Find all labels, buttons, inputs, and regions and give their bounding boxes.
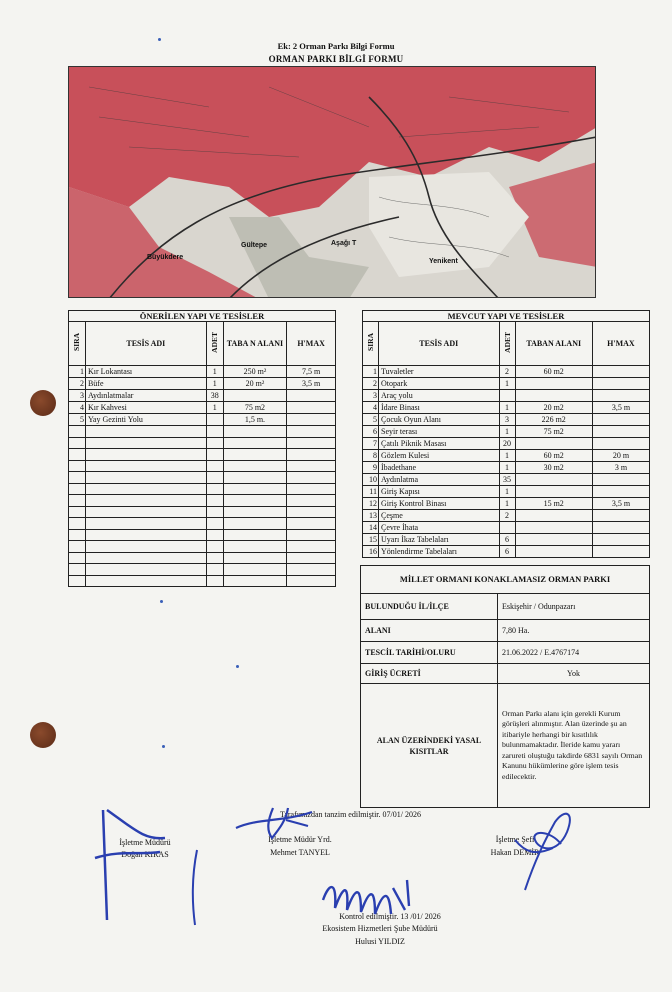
cell-hmax — [287, 529, 336, 541]
table-row — [363, 546, 650, 558]
cell-hmax — [592, 378, 649, 390]
cell-adet — [206, 552, 223, 564]
cell-area — [223, 390, 287, 402]
cell-hmax — [592, 414, 649, 426]
cell-no — [69, 495, 86, 507]
cell-area: 60 m2 — [515, 450, 592, 462]
cell-no — [69, 426, 86, 438]
cell-adet — [206, 575, 223, 587]
cell-area: 20 m2 — [515, 402, 592, 414]
cell-no: 3 — [363, 390, 379, 402]
table-row — [363, 486, 650, 498]
annex-title: Ek: 2 Orman Parkı Bilgi Formu — [277, 41, 395, 51]
table-row — [363, 462, 650, 474]
cell-area — [223, 437, 287, 449]
cell-name: Aydınlatmalar — [85, 390, 206, 402]
table-row — [69, 575, 336, 587]
proposed-caption: ÖNERİLEN YAPI VE TESİSLER — [68, 310, 336, 321]
col-name: TESİS ADI — [379, 322, 500, 366]
cell-hmax — [287, 575, 336, 587]
deputy-title: İşletme Müdür Yrd. — [268, 835, 332, 844]
map-label: Yenikent — [429, 258, 458, 265]
cell-adet — [206, 495, 223, 507]
area-label: ALANI — [361, 620, 498, 642]
cell-no: 14 — [363, 522, 379, 534]
cell-area — [515, 522, 592, 534]
cell-name: Giriş Kontrol Binası — [379, 498, 500, 510]
ink-dot — [162, 745, 165, 748]
branch-signature — [315, 868, 425, 928]
cell-name: Yönlendirme Tabelaları — [379, 546, 500, 558]
cell-adet — [206, 564, 223, 576]
cell-name: Kır Lokantası — [85, 366, 206, 378]
cell-area: 75 m2 — [515, 426, 592, 438]
table-row — [363, 390, 650, 402]
cell-name: Giriş Kapısı — [379, 486, 500, 498]
table-row — [69, 495, 336, 507]
cell-adet: 38 — [206, 390, 223, 402]
col-hmax: H'MAX — [287, 322, 336, 366]
cell-area — [515, 378, 592, 390]
location-label: BULUNDUĞU İL/İLÇE — [361, 594, 498, 620]
cell-no: 2 — [69, 378, 86, 390]
cell-hmax: 20 m — [592, 450, 649, 462]
cell-no: 5 — [69, 414, 86, 426]
cell-area — [223, 529, 287, 541]
cell-name — [85, 552, 206, 564]
table-row — [69, 460, 336, 472]
existing-table — [362, 321, 650, 558]
cell-area — [515, 534, 592, 546]
table-row — [363, 402, 650, 414]
legal-value: Orman Parkı alanı için gerekli Kurum görüşleri alınmıştır. Alan üzerinde şu an itibariyle herhangi bir kısıtlılık bulunmamaktadır. İleride kamu yararı zarureti oluştuğu takdirde 6831 sayılı Orman Kanunu hükümlerine göre işlem tesis edilecektir. — [498, 684, 650, 808]
cell-no: 12 — [363, 498, 379, 510]
cell-no: 5 — [363, 414, 379, 426]
manager-name: Doğan KIRAS — [121, 850, 169, 859]
cell-no: 3 — [69, 390, 86, 402]
cell-adet: 1 — [499, 402, 515, 414]
punch-hole — [30, 390, 56, 416]
cell-name — [85, 460, 206, 472]
cell-no: 11 — [363, 486, 379, 498]
registration-value: 21.06.2022 / E.4767174 — [498, 642, 650, 664]
cell-adet — [206, 541, 223, 553]
cell-name: İbadethane — [379, 462, 500, 474]
col-area: TABA N ALANI — [223, 322, 287, 366]
map-label: Gültepe — [241, 242, 268, 249]
cell-adet: 1 — [206, 366, 223, 378]
cell-hmax — [287, 552, 336, 564]
cell-no: 6 — [363, 426, 379, 438]
cell-hmax — [287, 390, 336, 402]
cell-no: 16 — [363, 546, 379, 558]
cell-no: 1 — [69, 366, 86, 378]
table-row — [69, 449, 336, 461]
cell-hmax — [592, 510, 649, 522]
cell-no — [69, 518, 86, 530]
table-row — [69, 552, 336, 564]
cell-area: 30 m2 — [515, 462, 592, 474]
cell-no: 13 — [363, 510, 379, 522]
cell-adet: 1 — [206, 378, 223, 390]
map-label: Aşağı T — [331, 240, 357, 247]
cell-no: 1 — [363, 366, 379, 378]
punch-hole — [30, 722, 56, 748]
table-row — [69, 426, 336, 438]
cell-hmax — [287, 541, 336, 553]
cell-no: 7 — [363, 438, 379, 450]
cell-area — [515, 438, 592, 450]
cell-area — [223, 426, 287, 438]
table-row — [69, 472, 336, 484]
cell-adet: 2 — [499, 366, 515, 378]
cell-area: 1,5 m. — [223, 414, 287, 426]
table-row — [363, 522, 650, 534]
cell-hmax — [287, 495, 336, 507]
fee-label: GİRİŞ ÜCRETİ — [361, 664, 498, 684]
park-map — [68, 66, 596, 298]
cell-name: Uyarı İkaz Tabelaları — [379, 534, 500, 546]
col-name: TESİS ADI — [85, 322, 206, 366]
cell-no — [69, 541, 86, 553]
cell-adet: 6 — [499, 546, 515, 558]
cell-hmax — [287, 483, 336, 495]
cell-name: Aydınlatma — [379, 474, 500, 486]
table-row — [69, 564, 336, 576]
deputy-name: Mehmet TANYEL — [270, 848, 330, 857]
cell-name: Gözlem Kulesi — [379, 450, 500, 462]
ink-dot — [158, 38, 161, 41]
table-row — [69, 390, 336, 402]
cell-area — [515, 474, 592, 486]
cell-hmax — [592, 522, 649, 534]
cell-adet: 3 — [499, 414, 515, 426]
cell-no: 15 — [363, 534, 379, 546]
cell-no: 2 — [363, 378, 379, 390]
cell-no — [69, 483, 86, 495]
cell-hmax — [592, 474, 649, 486]
cell-name — [85, 472, 206, 484]
cell-name: Tuvaletler — [379, 366, 500, 378]
table-row — [69, 529, 336, 541]
table-row — [69, 366, 336, 378]
cell-hmax: 7,5 m — [287, 366, 336, 378]
cell-no: 4 — [69, 402, 86, 414]
col-sira: SIRA — [72, 333, 82, 351]
cell-name — [85, 506, 206, 518]
cell-name: Otopark — [379, 378, 500, 390]
cell-hmax: 3 m — [592, 462, 649, 474]
cell-name — [85, 564, 206, 576]
cell-area — [223, 506, 287, 518]
existing-caption: MEVCUT YAPI VE TESİSLER — [362, 310, 650, 321]
cell-adet: 1 — [499, 486, 515, 498]
cell-no: 9 — [363, 462, 379, 474]
table-row — [363, 414, 650, 426]
cell-adet — [206, 518, 223, 530]
table-row — [363, 534, 650, 546]
table-row — [363, 366, 650, 378]
cell-adet — [206, 529, 223, 541]
table-row — [363, 378, 650, 390]
fee-value: Yok — [498, 664, 650, 684]
proposed-table — [68, 321, 336, 587]
cell-hmax: 3,5 m — [592, 402, 649, 414]
cell-hmax — [287, 449, 336, 461]
cell-hmax — [287, 426, 336, 438]
area-value: 7,80 Ha. — [498, 620, 650, 642]
chief-name: Hakan DEMİR — [490, 848, 540, 857]
prepared-statement: Tarafımızdan tanzim edilmiştir. 07/01/ 2026 — [280, 810, 421, 819]
cell-adet — [206, 414, 223, 426]
cell-area: 20 m² — [223, 378, 287, 390]
location-value: Eskişehir / Odunpazarı — [498, 594, 650, 620]
registration-label: TESCİL TARİHİ/OLURU — [361, 642, 498, 664]
chief-title: İşletme Şefi — [495, 835, 535, 844]
cell-no: 4 — [363, 402, 379, 414]
cell-no: 10 — [363, 474, 379, 486]
manager-signature — [85, 800, 215, 930]
cell-name — [85, 541, 206, 553]
table-row — [363, 510, 650, 522]
col-area: TABAN ALANI — [515, 322, 592, 366]
cell-name: Çeşme — [379, 510, 500, 522]
ink-dot — [236, 665, 239, 668]
cell-name — [85, 495, 206, 507]
cell-adet — [206, 426, 223, 438]
cell-no — [69, 529, 86, 541]
cell-area — [223, 472, 287, 484]
info-table — [360, 565, 650, 808]
table-row — [363, 474, 650, 486]
cell-hmax — [592, 486, 649, 498]
cell-area — [223, 460, 287, 472]
cell-adet — [206, 483, 223, 495]
table-row — [69, 518, 336, 530]
col-adet: ADET — [210, 331, 220, 353]
cell-hmax — [287, 437, 336, 449]
cell-area — [223, 449, 287, 461]
cell-adet — [206, 506, 223, 518]
cell-area — [515, 510, 592, 522]
table-row — [69, 506, 336, 518]
form-title: ORMAN PARKI BİLGİ FORMU — [268, 54, 404, 64]
col-hmax: H'MAX — [592, 322, 649, 366]
cell-hmax — [592, 534, 649, 546]
cell-adet: 1 — [499, 450, 515, 462]
cell-hmax: 3,5 m — [287, 378, 336, 390]
cell-name: Yay Gezinti Yolu — [85, 414, 206, 426]
cell-hmax: 3,5 m — [592, 498, 649, 510]
cell-adet: 1 — [499, 426, 515, 438]
cell-hmax — [287, 402, 336, 414]
cell-name — [85, 437, 206, 449]
table-row — [69, 483, 336, 495]
legal-label: ALAN ÜZERİNDEKİ YASAL KISITLAR — [361, 684, 498, 808]
cell-hmax — [592, 390, 649, 402]
cell-adet: 6 — [499, 534, 515, 546]
cell-no — [69, 506, 86, 518]
cell-area — [223, 564, 287, 576]
cell-name: Çevre İhata — [379, 522, 500, 534]
cell-area: 75 m2 — [223, 402, 287, 414]
cell-hmax — [592, 426, 649, 438]
cell-hmax — [287, 518, 336, 530]
cell-area — [223, 518, 287, 530]
cell-adet — [206, 449, 223, 461]
cell-area — [515, 390, 592, 402]
cell-no — [69, 472, 86, 484]
cell-no — [69, 437, 86, 449]
cell-hmax — [592, 366, 649, 378]
table-row — [69, 414, 336, 426]
chief-signature — [495, 800, 585, 895]
cell-adet — [206, 472, 223, 484]
cell-hmax — [592, 438, 649, 450]
cell-adet: 35 — [499, 474, 515, 486]
cell-adet — [499, 390, 515, 402]
table-row — [363, 426, 650, 438]
cell-adet: 20 — [499, 438, 515, 450]
cell-hmax — [287, 564, 336, 576]
cell-adet — [206, 437, 223, 449]
cell-name: İdare Binası — [379, 402, 500, 414]
deputy-signature — [228, 800, 318, 850]
cell-area: 60 m2 — [515, 366, 592, 378]
cell-adet — [499, 522, 515, 534]
cell-area — [223, 552, 287, 564]
cell-area — [223, 575, 287, 587]
cell-adet: 1 — [499, 462, 515, 474]
table-row — [69, 437, 336, 449]
cell-hmax — [287, 414, 336, 426]
cell-no — [69, 460, 86, 472]
col-adet: ADET — [502, 331, 512, 353]
map-image — [69, 67, 596, 298]
cell-name — [85, 518, 206, 530]
checked-statement: Kontrol edilmiştir. 13 /01/ 2026 — [339, 912, 441, 921]
cell-hmax — [287, 506, 336, 518]
cell-name — [85, 575, 206, 587]
col-sira: SIRA — [366, 333, 375, 351]
cell-area — [223, 483, 287, 495]
ink-dot — [160, 600, 163, 603]
table-row — [363, 498, 650, 510]
cell-no: 8 — [363, 450, 379, 462]
cell-area: 250 m² — [223, 366, 287, 378]
cell-area — [515, 546, 592, 558]
cell-name — [85, 483, 206, 495]
cell-area: 15 m2 — [515, 498, 592, 510]
cell-hmax — [592, 546, 649, 558]
cell-name — [85, 426, 206, 438]
table-row — [363, 438, 650, 450]
cell-area: 226 m2 — [515, 414, 592, 426]
cell-name — [85, 449, 206, 461]
cell-name: Araç yolu — [379, 390, 500, 402]
cell-name: Büfe — [85, 378, 206, 390]
table-row — [69, 402, 336, 414]
cell-adet: 1 — [499, 498, 515, 510]
cell-no — [69, 575, 86, 587]
cell-adet: 2 — [499, 510, 515, 522]
cell-name: Seyir terası — [379, 426, 500, 438]
table-row — [69, 378, 336, 390]
branch-name: Hulusi YILDIZ — [355, 937, 405, 946]
cell-name: Çocuk Oyun Alanı — [379, 414, 500, 426]
table-row — [69, 541, 336, 553]
cell-adet: 1 — [206, 402, 223, 414]
cell-hmax — [287, 460, 336, 472]
cell-adet: 1 — [499, 378, 515, 390]
info-header: MİLLET ORMANI KONAKLAMASIZ ORMAN PARKI — [361, 566, 650, 594]
cell-name: Çatılı Piknik Masası — [379, 438, 500, 450]
cell-no — [69, 564, 86, 576]
cell-name — [85, 529, 206, 541]
cell-area — [223, 541, 287, 553]
cell-adet — [206, 460, 223, 472]
cell-no — [69, 449, 86, 461]
map-label: Büyükdere — [147, 254, 184, 261]
cell-no — [69, 552, 86, 564]
cell-area — [515, 486, 592, 498]
cell-name: Kır Kahvesi — [85, 402, 206, 414]
manager-title: İşletme Müdürü — [119, 838, 171, 847]
cell-area — [223, 495, 287, 507]
branch-title: Ekosistem Hizmetleri Şube Müdürü — [322, 924, 438, 933]
table-row — [363, 450, 650, 462]
cell-hmax — [287, 472, 336, 484]
